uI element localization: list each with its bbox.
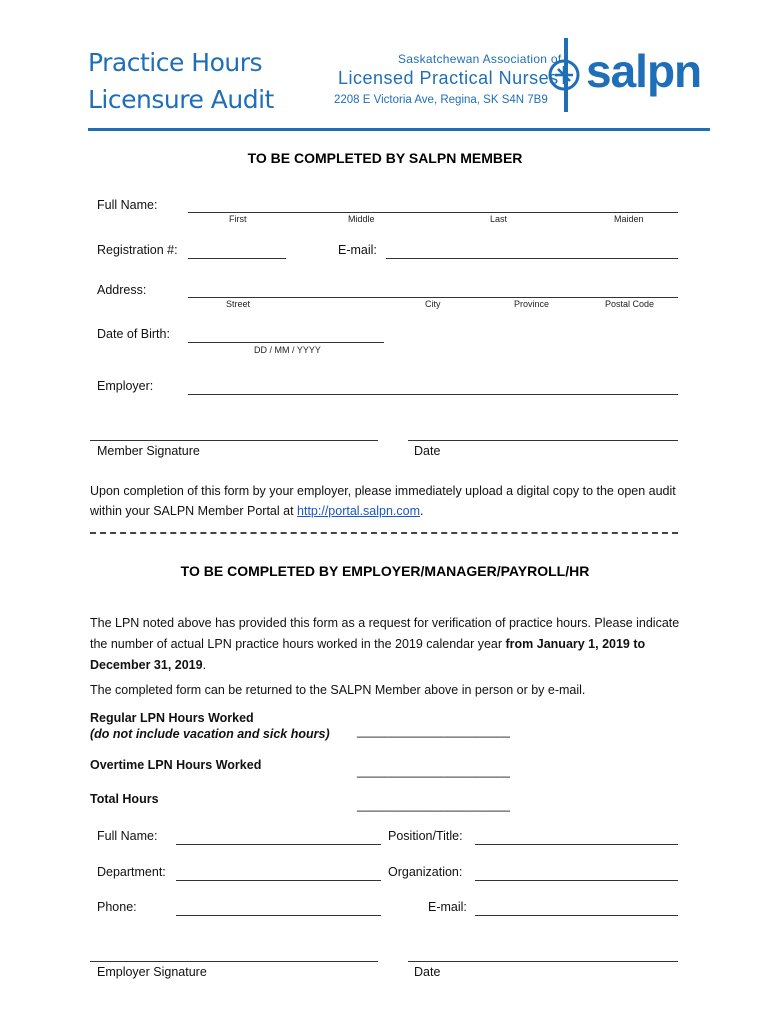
verification-paragraph [90, 613, 690, 676]
address-part-postal-code: Postal Code [605, 299, 655, 309]
name-part-middle: Middle [348, 214, 375, 224]
address-label: Address: [97, 283, 147, 297]
form-title-line2: Licensure Audit [88, 85, 274, 114]
employer-email-label: E-mail: [428, 900, 467, 914]
regular-hours-label: Regular LPN Hours Worked [90, 711, 254, 725]
member-section-heading: TO BE COMPLETED BY SALPN MEMBER [247, 150, 523, 166]
instruction-end: . [420, 504, 424, 518]
registration-field[interactable] [188, 258, 286, 259]
name-part-maiden: Maiden [614, 214, 644, 224]
dob-format-hint: DD / MM / YYYY [254, 345, 321, 355]
employer-label: Employer: [97, 379, 154, 393]
verification-period: from January 1, 2019 to December 31, 2019 [90, 637, 646, 672]
member-full-name-field[interactable] [188, 212, 678, 213]
member-signature-field[interactable] [90, 440, 378, 441]
position-label: Position/Title: [388, 829, 463, 843]
form-title-line1: Practice Hours [88, 48, 263, 77]
employer-full-name-field[interactable] [176, 844, 381, 845]
member-date-label: Date [414, 444, 441, 458]
regular-hours-field[interactable]: ______________________ [357, 724, 510, 738]
department-label: Department: [97, 865, 166, 879]
member-signature-label: Member Signature [97, 444, 200, 458]
cut-line-divider [90, 532, 678, 534]
employer-date-field[interactable] [408, 961, 678, 962]
department-field[interactable] [176, 880, 381, 881]
name-part-last: Last [490, 214, 508, 224]
return-instruction: The completed form can be returned to the SALPN Member above in person or by e-mail. [90, 683, 586, 697]
organization-field[interactable] [475, 880, 678, 881]
verification-text: The LPN noted above has provided this form as a request for verification of practice hours. Please indicate the number of actual LPN practice hours worked in the 2019 calendar year [90, 616, 680, 651]
portal-link[interactable]: http://portal.salpn.com [297, 504, 421, 518]
name-part-first: First [229, 214, 247, 224]
registration-label: Registration #: [97, 243, 178, 257]
member-date-field[interactable] [408, 440, 678, 441]
regular-hours-note: (do not include vacation and sick hours) [90, 727, 330, 741]
overtime-hours-field[interactable]: ______________________ [357, 764, 510, 778]
instruction-text: Upon completion of this form by your employer, please immediately upload a digital copy to the open audit within your SALPN Member Portal at [90, 484, 676, 518]
employer-field[interactable] [188, 394, 678, 395]
organization-label: Organization: [388, 865, 463, 879]
org-address: 2208 E Victoria Ave, Regina, SK S4N 7B9 [334, 94, 548, 106]
employer-date-label: Date [414, 965, 441, 979]
employer-signature-label: Employer Signature [97, 965, 207, 979]
address-part-province: Province [514, 299, 550, 309]
member-email-field[interactable] [386, 258, 678, 259]
phone-field[interactable] [176, 915, 381, 916]
header-divider [88, 128, 710, 131]
position-field[interactable] [475, 844, 678, 845]
member-email-label: E-mail: [338, 243, 377, 257]
employer-full-name-label: Full Name: [97, 829, 158, 843]
employer-email-field[interactable] [475, 915, 678, 916]
total-hours-field[interactable]: ______________________ [357, 798, 510, 812]
org-name-line1: Saskatchewan Association of [398, 52, 562, 66]
phone-label: Phone: [97, 900, 137, 914]
address-part-street: Street [226, 299, 251, 309]
salpn-logo-icon [546, 38, 582, 112]
overtime-hours-label: Overtime LPN Hours Worked [90, 758, 262, 772]
verification-end: . [202, 658, 207, 672]
address-field[interactable] [188, 297, 678, 298]
upload-instruction [90, 481, 690, 521]
salpn-logo-text: salpn [586, 45, 702, 97]
member-full-name-label: Full Name: [97, 198, 158, 212]
employer-section-heading: TO BE COMPLETED BY EMPLOYER/MANAGER/PAYROLL/HR [180, 563, 590, 579]
dob-label: Date of Birth: [97, 327, 170, 341]
dob-field[interactable] [188, 342, 384, 343]
employer-signature-field[interactable] [90, 961, 378, 962]
total-hours-label: Total Hours [90, 792, 159, 806]
address-part-city: City [425, 299, 441, 309]
org-name-line2: Licensed Practical Nurses [338, 68, 559, 88]
